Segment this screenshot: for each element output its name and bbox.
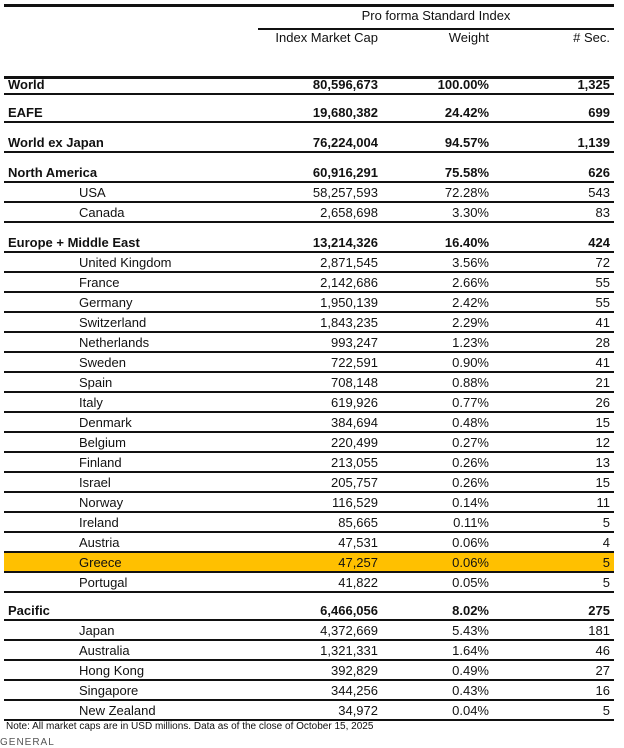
market-cap-cell: 2,871,545 xyxy=(320,255,378,270)
sec-count-cell: 27 xyxy=(595,663,610,678)
table-row xyxy=(4,453,614,473)
sec-count-cell: 28 xyxy=(595,335,610,350)
weight-cell: 0.05% xyxy=(452,575,489,590)
market-cap-cell: 85,665 xyxy=(338,515,378,530)
weight-cell: 0.48% xyxy=(452,415,489,430)
sec-count-cell: 16 xyxy=(595,683,610,698)
table-row xyxy=(4,293,614,313)
footnote: Note: All market caps are in USD millions. Data as of the close of October 15, 2025 xyxy=(6,721,374,732)
index-table xyxy=(4,79,614,721)
row-label: Italy xyxy=(79,395,103,410)
classification-label: GENERAL xyxy=(0,737,55,748)
sec-count-cell: 5 xyxy=(602,555,610,570)
row-label: Japan xyxy=(79,623,115,638)
table-row xyxy=(4,701,614,721)
row-label: Ireland xyxy=(79,515,119,530)
table-row xyxy=(4,473,614,493)
weight-cell: 0.04% xyxy=(452,703,489,718)
market-cap-cell: 213,055 xyxy=(331,455,378,470)
table-row xyxy=(4,313,614,333)
row-label: New Zealand xyxy=(79,703,156,718)
row-label: Greece xyxy=(79,555,122,570)
sec-count-cell: 55 xyxy=(595,275,610,290)
row-label: World xyxy=(8,77,45,92)
row-label: Denmark xyxy=(79,415,132,430)
weight-cell: 94.57% xyxy=(444,135,489,150)
row-label: Canada xyxy=(79,205,125,220)
col-header-weight: Weight xyxy=(448,30,489,45)
weight-cell: 2.42% xyxy=(452,295,489,310)
table-row xyxy=(4,573,614,593)
market-cap-cell: 76,224,004 xyxy=(312,135,378,150)
row-label: Belgium xyxy=(79,435,126,450)
table-row xyxy=(4,223,614,253)
table-row xyxy=(4,333,614,353)
table-row xyxy=(4,393,614,413)
row-label: France xyxy=(79,275,120,290)
table-row xyxy=(4,553,614,573)
sec-count-cell: 1,139 xyxy=(577,135,610,150)
sec-count-cell: 55 xyxy=(595,295,610,310)
table-row xyxy=(4,79,614,95)
market-cap-cell: 80,596,673 xyxy=(312,77,378,92)
market-cap-cell: 4,372,669 xyxy=(320,623,378,638)
top-rule xyxy=(4,4,614,7)
sec-count-cell: 11 xyxy=(596,495,610,510)
weight-cell: 1.64% xyxy=(452,643,489,658)
market-cap-cell: 60,916,291 xyxy=(312,165,378,180)
market-cap-cell: 384,694 xyxy=(331,415,378,430)
market-cap-cell: 58,257,593 xyxy=(312,185,378,200)
sec-count-cell: 5 xyxy=(602,515,610,530)
table-row xyxy=(4,353,614,373)
weight-cell: 3.30% xyxy=(452,205,489,220)
sec-count-cell: 4 xyxy=(602,535,610,550)
table-row xyxy=(4,621,614,641)
table-row xyxy=(4,661,614,681)
sec-count-cell: 5 xyxy=(602,703,610,718)
weight-cell: 0.77% xyxy=(452,395,489,410)
weight-cell: 0.06% xyxy=(452,555,489,570)
weight-cell: 3.56% xyxy=(452,255,489,270)
market-cap-cell: 2,658,698 xyxy=(320,205,378,220)
market-cap-cell: 619,926 xyxy=(331,395,378,410)
sec-count-cell: 46 xyxy=(595,643,610,658)
market-cap-cell: 1,321,331 xyxy=(320,643,378,658)
table-row xyxy=(4,641,614,661)
market-cap-cell: 41,822 xyxy=(338,575,378,590)
sec-count-cell: 1,325 xyxy=(577,77,610,92)
col-header-sec: # Sec. xyxy=(573,30,610,45)
sec-count-cell: 543 xyxy=(588,185,610,200)
table-row xyxy=(4,413,614,433)
weight-cell: 0.49% xyxy=(452,663,489,678)
sec-count-cell: 15 xyxy=(595,415,610,430)
table-row xyxy=(4,183,614,203)
weight-cell: 0.43% xyxy=(452,683,489,698)
table-row xyxy=(4,513,614,533)
sec-count-cell: 699 xyxy=(588,105,610,120)
row-label: USA xyxy=(79,185,106,200)
sec-count-cell: 15 xyxy=(595,475,610,490)
group-header: Pro forma Standard Index xyxy=(361,8,511,23)
weight-cell: 0.26% xyxy=(452,475,489,490)
table-row xyxy=(4,203,614,223)
row-label: Netherlands xyxy=(79,335,150,350)
table-row xyxy=(4,493,614,513)
table-row xyxy=(4,273,614,293)
sec-count-cell: 41 xyxy=(595,315,610,330)
sec-count-cell: 12 xyxy=(595,435,610,450)
sec-count-cell: 5 xyxy=(602,575,610,590)
market-cap-cell: 34,972 xyxy=(338,703,378,718)
row-label: Singapore xyxy=(79,683,139,698)
sec-count-cell: 72 xyxy=(595,255,610,270)
market-cap-cell: 47,531 xyxy=(338,535,378,550)
sec-count-cell: 181 xyxy=(588,623,610,638)
market-cap-cell: 47,257 xyxy=(338,555,378,570)
sec-count-cell: 26 xyxy=(595,395,610,410)
row-label: Norway xyxy=(79,495,124,510)
row-label: Spain xyxy=(79,375,113,390)
weight-cell: 0.06% xyxy=(452,535,489,550)
market-cap-cell: 344,256 xyxy=(331,683,378,698)
market-cap-cell: 19,680,382 xyxy=(312,105,378,120)
table-row xyxy=(4,123,614,153)
weight-cell: 0.11% xyxy=(453,515,489,530)
market-cap-cell: 6,466,056 xyxy=(320,603,378,618)
row-label: EAFE xyxy=(8,105,43,120)
col-header-cap: Index Market Cap xyxy=(275,30,378,45)
weight-cell: 8.02% xyxy=(452,603,489,618)
row-label: Israel xyxy=(79,475,111,490)
table-row xyxy=(4,95,614,123)
row-label: Germany xyxy=(79,295,133,310)
weight-cell: 0.14% xyxy=(452,495,489,510)
table-row xyxy=(4,373,614,393)
market-cap-cell: 708,148 xyxy=(331,375,378,390)
weight-cell: 72.28% xyxy=(444,185,489,200)
market-cap-cell: 2,142,686 xyxy=(320,275,378,290)
market-cap-cell: 722,591 xyxy=(331,355,378,370)
row-label: Europe + Middle East xyxy=(8,235,140,250)
weight-cell: 2.66% xyxy=(452,275,489,290)
table-row xyxy=(4,533,614,553)
table-row xyxy=(4,681,614,701)
row-label: United Kingdom xyxy=(79,255,172,270)
sec-count-cell: 41 xyxy=(595,355,610,370)
market-cap-cell: 116,529 xyxy=(331,495,378,510)
sec-count-cell: 21 xyxy=(595,375,610,390)
row-label: World ex Japan xyxy=(8,135,104,150)
table-row xyxy=(4,253,614,273)
sec-count-cell: 13 xyxy=(595,455,610,470)
market-cap-cell: 1,843,235 xyxy=(320,315,378,330)
row-label: Sweden xyxy=(79,355,126,370)
row-label: North America xyxy=(8,165,98,180)
table-row xyxy=(4,593,614,621)
weight-cell: 5.43% xyxy=(452,623,489,638)
sec-count-cell: 626 xyxy=(588,165,610,180)
weight-cell: 75.58% xyxy=(444,165,489,180)
weight-cell: 100.00% xyxy=(437,77,489,92)
row-label: Austria xyxy=(79,535,120,550)
row-label: Finland xyxy=(79,455,122,470)
weight-cell: 0.26% xyxy=(452,455,489,470)
weight-cell: 16.40% xyxy=(444,235,489,250)
weight-cell: 0.88% xyxy=(452,375,489,390)
market-cap-cell: 392,829 xyxy=(331,663,378,678)
sec-count-cell: 275 xyxy=(588,603,610,618)
market-cap-cell: 205,757 xyxy=(331,475,378,490)
market-cap-cell: 13,214,326 xyxy=(312,235,378,250)
table-row xyxy=(4,433,614,453)
weight-cell: 24.42% xyxy=(444,105,489,120)
market-cap-cell: 1,950,139 xyxy=(320,295,378,310)
table-row xyxy=(4,153,614,183)
row-label: Switzerland xyxy=(79,315,147,330)
sec-count-cell: 83 xyxy=(595,205,610,220)
row-label: Hong Kong xyxy=(79,663,145,678)
row-label: Pacific xyxy=(8,603,50,618)
row-label: Portugal xyxy=(79,575,128,590)
weight-cell: 2.29% xyxy=(452,315,489,330)
row-label: Australia xyxy=(79,643,130,658)
weight-cell: 0.90% xyxy=(452,355,489,370)
sec-count-cell: 424 xyxy=(588,235,610,250)
weight-cell: 1.23% xyxy=(452,335,489,350)
market-cap-cell: 220,499 xyxy=(331,435,378,450)
market-cap-cell: 993,247 xyxy=(331,335,378,350)
weight-cell: 0.27% xyxy=(452,435,489,450)
